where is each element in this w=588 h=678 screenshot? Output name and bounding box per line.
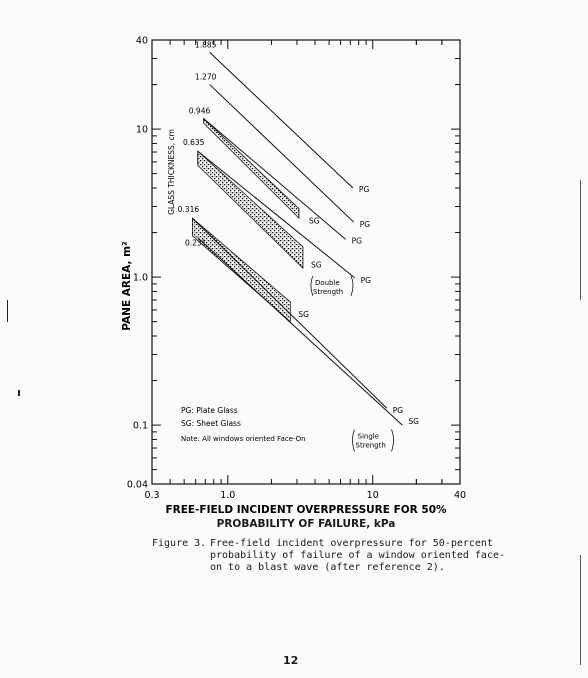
page-number: 12 [283, 654, 299, 667]
figure-caption-text: Free-field incident overpressure for 50-percent probability of failure of a window oriented face-on to a blast wave (after reference 2). [210, 538, 506, 573]
scan-mark-right [580, 180, 581, 300]
x-axis-title-line2: PROBABILITY OF FAILURE, kPa [216, 518, 396, 530]
series-glass-label: PG [359, 220, 371, 230]
series-thickness-label: 0.231 [184, 238, 207, 248]
figure-label: Figure 3. [152, 538, 207, 549]
series-glass-label: PG [351, 236, 362, 246]
y-tick-label: 0.1 [132, 420, 148, 432]
series-thickness-label: 1.270 [194, 72, 217, 82]
series-glass-label: PG [360, 275, 371, 285]
x-tick-label: 40 [453, 490, 467, 501]
scan-dot [18, 390, 20, 396]
double-strength-label: Double [314, 278, 340, 287]
y-tick-label: 1.0 [132, 272, 148, 284]
series-glass-label: PG [392, 406, 404, 416]
series-glass-label: SG [298, 309, 309, 319]
x-tick-label: 0.3 [144, 490, 160, 501]
series-thickness-label: 0.316 [177, 205, 200, 215]
y-tick-label: 10 [135, 124, 148, 136]
double-strength-bracket-right [351, 276, 353, 296]
series-thickness-label: 1.885 [194, 40, 217, 50]
legend-plate-glass: PG: Plate Glass [181, 406, 238, 415]
legend-note: Note: All windows oriented Face-On [181, 435, 306, 443]
single-strength-bracket-right [392, 430, 394, 452]
series-glass-label: PG [358, 185, 370, 194]
x-axis-title-line1: FREE-FIELD INCIDENT OVERPRESSURE FOR 50% [165, 504, 447, 516]
series-thickness-label: 0.635 [182, 138, 205, 148]
y-axis-title: PANE AREA, m² [121, 241, 133, 331]
glass-thickness-label: GLASS THICKNESS, cm [167, 129, 176, 215]
y-tick-label: 40 [135, 35, 148, 47]
series-glass-label: SG [309, 216, 320, 226]
scan-mark-left [7, 300, 8, 322]
single-strength-bracket [353, 430, 355, 452]
series-line-1-885-pg [210, 52, 353, 188]
single-strength-label: Single [357, 432, 380, 441]
x-tick-label: 1.0 [220, 490, 236, 501]
y-tick-label: 0.04 [126, 479, 148, 491]
figure-caption [152, 538, 572, 574]
legend-sheet-glass: SG: Sheet Glass [181, 419, 241, 428]
series-glass-label: SG [408, 417, 419, 427]
scan-mark-right-lower [580, 555, 581, 665]
series-thickness-label: 0.946 [188, 106, 211, 116]
series-glass-label: SG [310, 260, 322, 270]
x-tick-label: 10 [366, 490, 379, 501]
single-strength-label-2: Strength [355, 441, 386, 450]
double-strength-label-2: Strength [312, 287, 344, 296]
